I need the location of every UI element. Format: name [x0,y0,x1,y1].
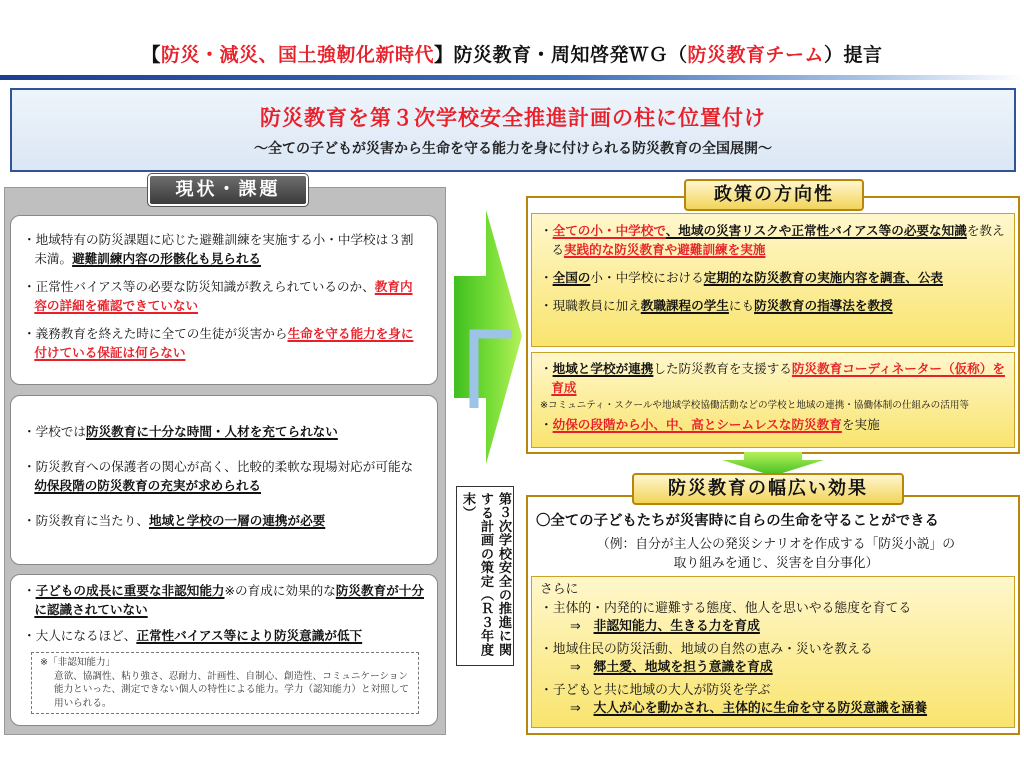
policy-item: ・全国の小・中学校における定期的な防災教育の実施内容を調査、公表 [540,270,943,285]
title-red-part: 防災・減災、国土強靭化新時代 [160,44,434,66]
title-bracket-open: 【 [141,44,161,66]
effects-furthermore: さらに [540,582,579,597]
policy-box-2 [531,352,1015,448]
non-cognitive-note [31,652,419,714]
issue-item: ・義務教育を終えた時に全ての生徒が災害から生命を守る能力を身に付けている保証は何らない [23,326,414,360]
issue-item: ・大人になるほど、正常性バイアス等により防災意識が低下 [23,628,363,643]
issues-box-3 [10,574,438,726]
right-arrow-icon [452,208,524,466]
current-issues-header: 現状・課題 [148,174,308,206]
effect-result: ⇒ 非認知能力、生きる力を育成 [570,619,760,634]
policy-box-1 [531,213,1015,347]
implies-icon: ⇒ [570,701,581,716]
effects-example-line: 取り組みを通じ、災害を自分事化） [673,556,879,571]
title-end: ）提言 [824,44,883,66]
effects-example-line: （例：自分が主人公の発災シナリオを作成する「防災小説」の [596,537,956,552]
effects-header: 防災教育の幅広い効果 [632,473,904,505]
title-bracket-close: 】 [433,44,454,66]
implies-icon: ⇒ [570,619,581,634]
banner-sub-text: ～全ての子どもが災害から生命を守る能力を身に付けられる防災教育の全国展開～ [254,141,772,157]
page-title [0,40,1024,67]
policy-item: ・幼保の段階から小、中、高とシームレスな防災教育を実施 [540,417,880,432]
effects-box [531,576,1015,728]
note-title: ※「非認知能力」 [40,657,116,668]
issue-item: ・地域特有の防災課題に応じた避難訓練を実施する小・中学校は３割未満。避難訓練内容の形骸化も見られる [23,232,414,266]
policy-header: 政策の方向性 [684,179,864,211]
policy-item: ・全ての小・中学校で、地域の災害リスクや正常性バイアス等の必要な知識を教える実践的な防災教育や避難訓練を実施 [540,223,1005,257]
effect-result: ⇒ 郷土愛、地域を担う意識を育成 [570,660,773,675]
effect-item: ・主体的・内発的に避難する態度、他人を思いやる態度を育てる [540,600,912,616]
issues-box-2 [10,395,438,565]
title-divider [0,75,1024,80]
policy-item: ・現職教員に加え教職課程の学生にも防災教育の指導法を教授 [540,298,893,313]
issue-item: ・子どもの成長に重要な非認知能力※の育成に効果的な防災教育が十分に認識されていない [23,583,424,617]
effects-example [536,535,1016,573]
effect-item: ・子どもと共に地域の大人が防災を学ぶ [540,682,771,698]
effect-item: ・地域住民の防災活動、地域の自然の恵み・災いを教える [540,641,873,657]
headline-banner [10,88,1016,172]
policy-note: ※コミュニティ・スクールや地域学校協働活動などの学校と地域の連携・協働体制の仕組みの活用等 [540,400,970,411]
implies-icon: ⇒ [570,660,581,675]
plan-label-text: 第３次学校安全の推進に関する計画の策定（Ｒ３年度末） [460,492,511,657]
policy-item: ・地域と学校が連携した防災教育を支援する防災教育コーディネーター（仮称）を育成 [540,361,1005,395]
effect-result: ⇒ 大人が心を動かされ、主体的に生命を守る防災意識を涵養 [570,701,928,716]
issue-item: ・防災教育への保護者の関心が高く、比較的柔軟な現場対応が可能な幼保段階の防災教育の充実が求められる [23,459,414,493]
issue-item: ・防災教育に当たり、地域と学校の一層の連携が必要 [23,513,326,528]
banner-main-text: 防災教育を第３次学校安全推進計画の柱に位置付け [260,106,766,130]
title-red-part2: 防災教育チーム [687,44,825,66]
issue-item: ・学校では防災教育に十分な時間・人材を充てられない [23,424,338,439]
note-body: 意欲、協調性、粘り強さ、忍耐力、計画性、自制心、創造性、コミュニケーション能力といった、測定できない個人の特性による能力。学力（認知能力）と対照して用いられる。 [54,670,409,709]
effects-main-statement: 〇全ての子どもたちが災害時に自らの生命を守ることができる [536,513,939,529]
title-middle: 防災教育・周知啓発ＷＧ（ [453,44,688,66]
issues-box-1 [10,215,438,385]
issue-item: ・正常性バイアス等の必要な防災知識が教えられているのか、教育内容の詳細を確認できていない [23,279,413,313]
